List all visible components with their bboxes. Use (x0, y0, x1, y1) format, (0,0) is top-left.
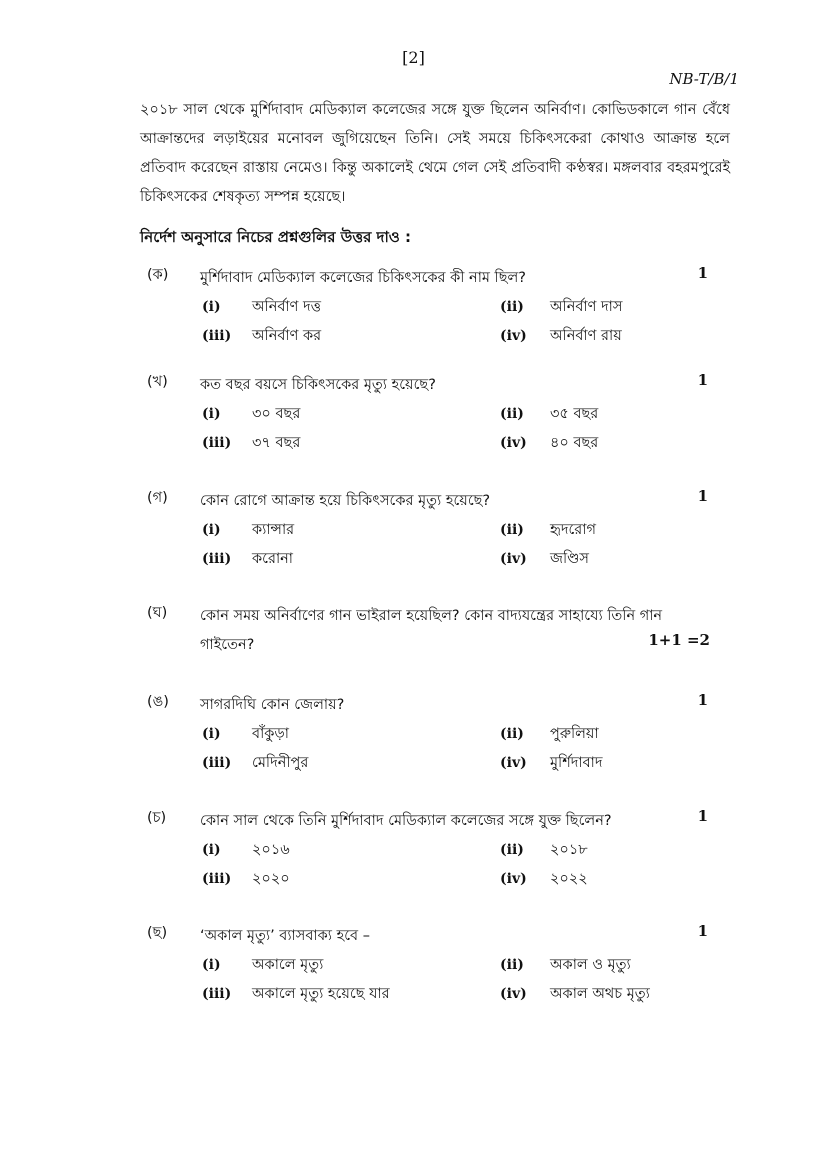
option-iii (202, 545, 492, 574)
option-number: (i) (202, 957, 221, 973)
options (140, 836, 725, 894)
question-text: ‘অকাল মৃত্যু’ ব্যাসবাক্য হবে – (200, 928, 370, 944)
option-text: অনির্বাণ রায় (550, 328, 622, 344)
option-iv (500, 322, 720, 351)
option-ii (500, 951, 720, 980)
question-marks: 1 (697, 264, 708, 282)
question-marks: 1 (697, 807, 708, 825)
option-iii (202, 749, 492, 778)
option-text: অকাল অথচ মৃত্যু (550, 986, 650, 1002)
option-number: (iii) (202, 871, 232, 887)
option-text: অকাল ও মৃত্যু (550, 957, 631, 973)
question-text: মুর্শিদাবাদ মেডিক্যাল কলেজের চিকিৎসকের কী নাম ছিল? (200, 270, 526, 286)
option-number: (iii) (202, 755, 232, 771)
option-number: (iv) (500, 871, 527, 887)
option-text: অনির্বাণ দত্ত (252, 299, 322, 315)
question-marks: 1 (697, 487, 708, 505)
question-ka (140, 264, 725, 351)
option-number: (ii) (500, 957, 524, 973)
option-text: ৩৭ বছর (252, 435, 301, 451)
option-ii (500, 516, 720, 545)
question-cha (140, 807, 725, 894)
option-number: (i) (202, 406, 221, 422)
option-number: (i) (202, 522, 221, 538)
option-number: (iv) (500, 328, 527, 344)
option-number: (iv) (500, 435, 527, 451)
question-gha (140, 602, 725, 653)
page-number: [2] (402, 48, 425, 67)
question-label: (খ) (147, 374, 168, 390)
question-label: (চ) (147, 810, 167, 826)
option-iii (202, 980, 492, 1009)
option-ii (500, 720, 720, 749)
option-i (202, 293, 492, 322)
question-chha (140, 922, 725, 1009)
instruction: নির্দেশ অনুসারে নিচের প্রশ্নগুলির উত্তর দাও : (140, 228, 412, 246)
option-iv (500, 749, 720, 778)
option-number: (iv) (500, 551, 527, 567)
option-text: হৃদরোগ (550, 522, 596, 538)
question-text: কত বছর বয়সে চিকিৎসকের মৃত্যু হয়েছে? (200, 377, 436, 393)
question-text: সাগরদিঘি কোন জেলায়? (200, 697, 345, 713)
option-iii (202, 865, 492, 894)
option-iv (500, 545, 720, 574)
option-text: বাঁকুড়া (252, 726, 289, 742)
option-text: মুর্শিদাবাদ (550, 755, 603, 771)
question-label: (ঘ) (147, 605, 168, 621)
option-iv (500, 429, 720, 458)
option-number: (iii) (202, 986, 232, 1002)
option-number: (ii) (500, 842, 524, 858)
option-number: (iv) (500, 755, 527, 771)
option-text: ৩৫ বছর (550, 406, 599, 422)
option-number: (iii) (202, 328, 232, 344)
option-i (202, 400, 492, 429)
question-kha (140, 371, 725, 458)
options (140, 720, 725, 778)
question-text: কোন সাল থেকে তিনি মুর্শিদাবাদ মেডিক্যাল কলেজের সঙ্গে যুক্ত ছিলেন? (200, 813, 612, 829)
option-text: ২০১৮ (550, 842, 588, 858)
option-text: অনির্বাণ কর (252, 328, 322, 344)
option-iv (500, 980, 720, 1009)
question-label: (গ) (147, 490, 168, 506)
question-label: (ক) (147, 267, 169, 283)
passage: ২০১৮ সাল থেকে মুর্শিদাবাদ মেডিক্যাল কলেজের সঙ্গে যুক্ত ছিলেন অনির্বাণ। কোভিডকালে গান বেঁধে আক্রান্তদের লড়াইয়ের মনোবল জুগিয়েছেন তিনি। সেই সময়ে চিকিৎসকেরা কোথাও আক্রান্ত হলে প্রতিবাদ করেছেন রাস্তায় নেমেও। কিন্তু অকালেই থেমে গেল সেই প্রতিবাদী কণ্ঠস্বর। মঙ্গলবার বহরমপুরেই চিকিৎসকের শেষকৃত্য সম্পন্ন হয়েছে। (140, 102, 730, 205)
option-ii (500, 836, 720, 865)
question-label: (ছ) (147, 925, 168, 941)
option-number: (i) (202, 842, 221, 858)
option-iii (202, 429, 492, 458)
option-text: পুরুলিয়া (550, 726, 599, 742)
question-label: (ঙ) (147, 694, 169, 710)
option-text: ২০২০ (252, 871, 290, 887)
option-number: (ii) (500, 299, 524, 315)
option-number: (iii) (202, 551, 232, 567)
option-text: ৩০ বছর (252, 406, 301, 422)
option-text: অকালে মৃত্যু (252, 957, 324, 973)
option-number: (ii) (500, 406, 524, 422)
question-ga (140, 487, 725, 574)
option-number: (ii) (500, 726, 524, 742)
question-text: কোন সময় অনির্বাণের গান ভাইরাল হয়েছিল? কোন বাদ্যযন্ত্রের সাহায্যে তিনি গান গাইতেন? (200, 608, 663, 653)
option-iii (202, 322, 492, 351)
option-text: ক্যান্সার (252, 522, 295, 538)
option-i (202, 516, 492, 545)
question-marks: 1+1 =2 (648, 631, 710, 649)
paper-code: NB-T/B/1 (669, 70, 739, 88)
option-iv (500, 865, 720, 894)
option-i (202, 836, 492, 865)
option-i (202, 720, 492, 749)
option-number: (iii) (202, 435, 232, 451)
option-number: (i) (202, 726, 221, 742)
option-text: ২০২২ (550, 871, 588, 887)
option-number: (i) (202, 299, 221, 315)
options (140, 516, 725, 574)
options (140, 400, 725, 458)
option-text: মেদিনীপুর (252, 755, 309, 771)
option-text: জণ্ডিস (550, 551, 589, 567)
question-marks: 1 (697, 922, 708, 940)
question-uma (140, 691, 725, 778)
question-marks: 1 (697, 691, 708, 709)
option-text: ৪০ বছর (550, 435, 599, 451)
option-ii (500, 293, 720, 322)
question-marks: 1 (697, 371, 708, 389)
option-ii (500, 400, 720, 429)
option-text: অকালে মৃত্যু হয়েছে যার (252, 986, 390, 1002)
option-i (202, 951, 492, 980)
question-text: কোন রোগে আক্রান্ত হয়ে চিকিৎসকের মৃত্যু হয়েছে? (200, 493, 491, 509)
option-text: করোনা (252, 551, 294, 567)
option-text: অনির্বাণ দাস (550, 299, 623, 315)
options (140, 293, 725, 351)
option-text: ২০১৬ (252, 842, 290, 858)
option-number: (ii) (500, 522, 524, 538)
options (140, 951, 725, 1009)
option-number: (iv) (500, 986, 527, 1002)
